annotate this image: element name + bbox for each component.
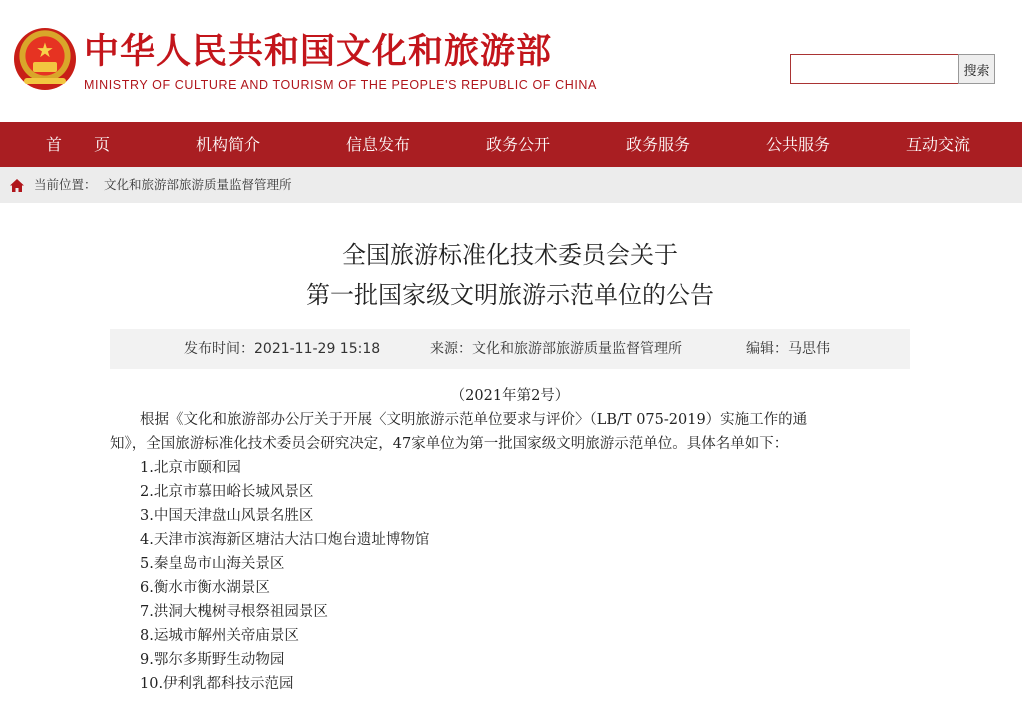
list-item: 3.中国天津盘山风景名胜区	[140, 508, 314, 524]
list-item: 4.天津市滨海新区塘沽大沽口炮台遗址博物馆	[140, 532, 430, 548]
breadcrumb-link[interactable]: 文化和旅游部旅游质量监督管理所	[104, 177, 292, 192]
list-item: 10.伊利乳都科技示范园	[140, 676, 294, 692]
home-icon	[10, 179, 24, 192]
nav-item-government-services[interactable]: 政务服务	[626, 135, 691, 154]
breadcrumb	[0, 167, 1022, 203]
article-container	[10, 203, 1010, 709]
nav-item-public-services[interactable]: 公共服务	[766, 135, 831, 154]
site-title[interactable]: 中华人民共和国文化和旅游部	[84, 32, 553, 72]
main-nav	[0, 122, 1022, 167]
list-item: 8.运城市解州关帝庙景区	[140, 628, 299, 644]
national-emblem-icon: ★	[14, 28, 76, 90]
list-item: 9.鄂尔多斯野生动物园	[140, 652, 285, 668]
site-subtitle: MINISTRY OF CULTURE AND TOURISM OF THE PEOPLE'S REPUBLIC OF CHINA	[84, 78, 597, 92]
list-item: 1.北京市颐和园	[140, 460, 241, 476]
article-meta	[110, 329, 910, 369]
article-source: 来源：文化和旅游部旅游质量监督管理所	[430, 341, 682, 357]
article-editor: 编辑：马思伟	[746, 341, 830, 357]
nav-item-home[interactable]: 首 页	[46, 135, 111, 154]
nav-item-government-affairs[interactable]: 政务公开	[486, 135, 551, 154]
search-input[interactable]	[790, 54, 958, 84]
article-title-line2: 第一批国家级文明旅游示范单位的公告	[306, 281, 714, 309]
site-header	[0, 0, 1022, 122]
list-item: 2.北京市慕田峪长城风景区	[140, 484, 314, 500]
nav-item-about[interactable]: 机构简介	[196, 135, 261, 154]
issue-number: （2021年第2号）	[450, 388, 570, 404]
search-button[interactable]: 搜索	[958, 54, 995, 84]
article-paragraph-2: 知》，全国旅游标准化技术委员会研究决定，47家单位为第一批国家级文明旅游示范单位。具体名单如下：	[110, 436, 789, 452]
publish-time: 发布时间：2021-11-29 15:18	[184, 341, 381, 357]
breadcrumb-label: 当前位置：	[34, 177, 97, 192]
article-title-line1: 全国旅游标准化技术委员会关于	[342, 241, 678, 269]
nav-item-news[interactable]: 信息发布	[346, 135, 411, 154]
article-paragraph-1: 根据《文化和旅游部办公厅关于开展〈文明旅游示范单位要求与评价〉（LB/T 075-2019）实施工作的通	[140, 412, 808, 428]
list-item: 5.秦皇岛市山海关景区	[140, 556, 285, 572]
list-item: 7.洪洞大槐树寻根祭祖园景区	[140, 604, 328, 620]
list-item: 6.衡水市衡水湖景区	[140, 580, 270, 596]
nav-item-interaction[interactable]: 互动交流	[906, 135, 971, 154]
